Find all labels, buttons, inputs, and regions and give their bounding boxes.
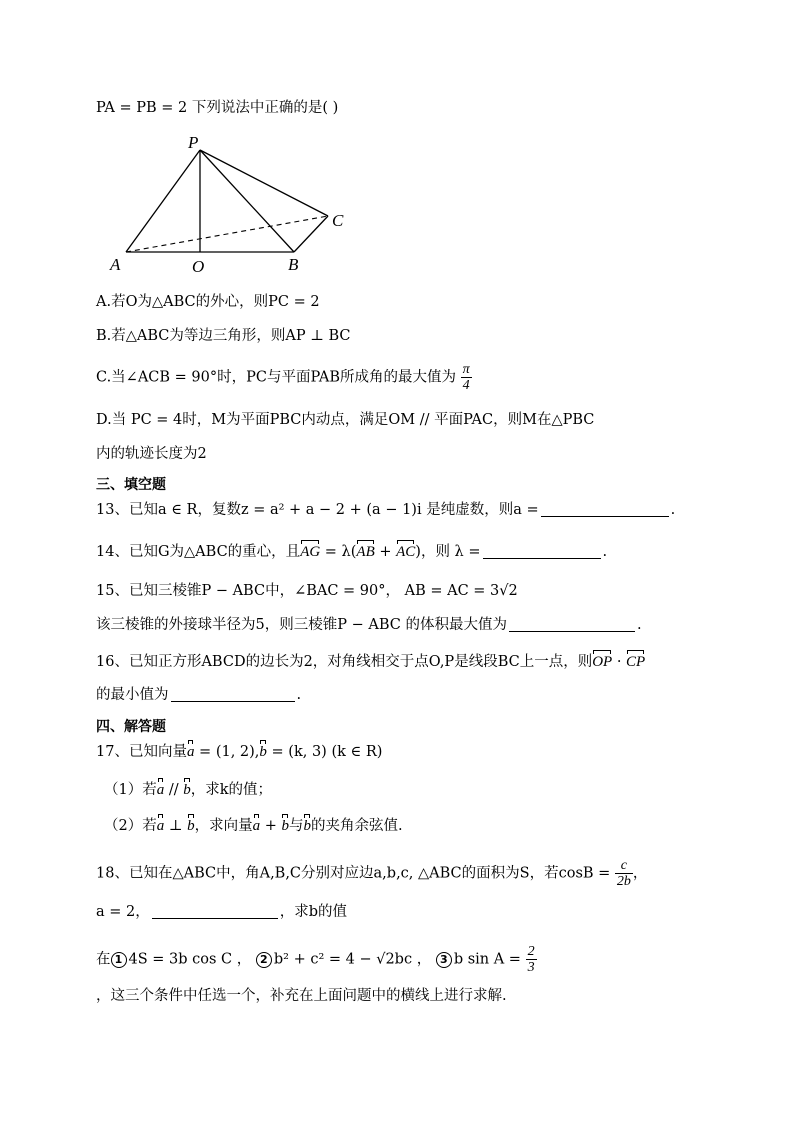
q12-stem: PA = PB = 2 下列说法中正确的是( ) [96,100,339,116]
label-O: O [192,257,205,276]
two-thirds-fraction: $\frac{2}{3}$ [527,944,535,975]
option-d-line2: 内的轨迹长度为2 [96,446,207,462]
label-B: B [288,255,299,274]
condition-blank[interactable] [152,902,278,919]
option-b: B.若△ABC为等边三角形，则AP ⊥ BC [96,328,351,344]
q16-line2: 的最小值为 . [96,687,302,703]
option-d-line1: D.当 PC = 4时，M为平面PBC内动点，满足OM // 平面PAC，则M在△PBC [96,412,595,428]
q17-part2: （2）若a ⊥ b，求向量a + b与b的夹角余弦值. [104,818,403,834]
circle-1-icon: 1 [111,952,127,968]
label-A: A [110,255,121,274]
pi-over-4-fraction: $\frac{\pi}{4}$ [462,362,470,393]
pyramid-figure [100,128,360,278]
section-answer: 四、解答题 [96,719,166,735]
q15-line2: 该三棱锥的外接球半径为5，则三棱锥P − ABC 的体积最大值为 . [96,617,642,633]
q18-instruction: ，这三个条件中任选一个，补充在上面问题中的横线上进行求解. [96,988,507,1004]
answer-blank[interactable] [171,685,295,702]
q17-part1: （1）若a // b，求k的值； [104,782,273,798]
q16-line1: 16、已知正方形ABCD的边长为2，对角线相交于点O,P是线段BC上一点，则OP · CP [96,654,646,670]
section-fill-in: 三、填空题 [96,477,166,493]
circle-2-icon: 2 [256,952,272,968]
option-c-text: C.当∠ACB = 90°时，PC与平面PAB所成角的最大值为 [96,369,457,386]
c-over-2b-fraction: $\frac{c}{2b}$ [616,858,631,889]
q17-stem: 17、已知向量a = (1, 2),b = (k, 3) (k ∈ R) [96,744,383,760]
answer-blank[interactable] [483,542,601,559]
q18-conditions: 在 1 4S = 3b cos C ， 2 b² + c² = 4 − √2bc ， 3 b sin A = $\frac{2}{3}$ [96,944,535,975]
q13: 13、已知a ∈ R，复数z = a² + a − 2 + (a − 1)i 是纯虚数，则a = . [96,502,676,518]
answer-blank[interactable] [509,615,635,632]
option-a: A.若O为△ABC的外心，则PC = 2 [96,294,320,310]
label-P: P [188,133,199,152]
q14: 14、已知G为△ABC的重心，且AG = λ(AB + AC)，则 λ = . [96,544,608,560]
q18-line1: 18、已知在△ABC中，角A,B,C分别对应边a,b,c, △ABC的面积为S，若cosB = $\frac{c}{2b}$ ， [96,858,648,889]
option-c [96,362,472,393]
label-C: C [332,211,344,230]
circle-3-icon: 3 [436,952,452,968]
answer-blank[interactable] [541,500,669,517]
q15-line1: 15、已知三棱锥P − ABC中，∠BAC = 90°， AB = AC = 3√2 [96,583,518,599]
q18-line2: a = 2， ，求b的值 [96,904,348,920]
